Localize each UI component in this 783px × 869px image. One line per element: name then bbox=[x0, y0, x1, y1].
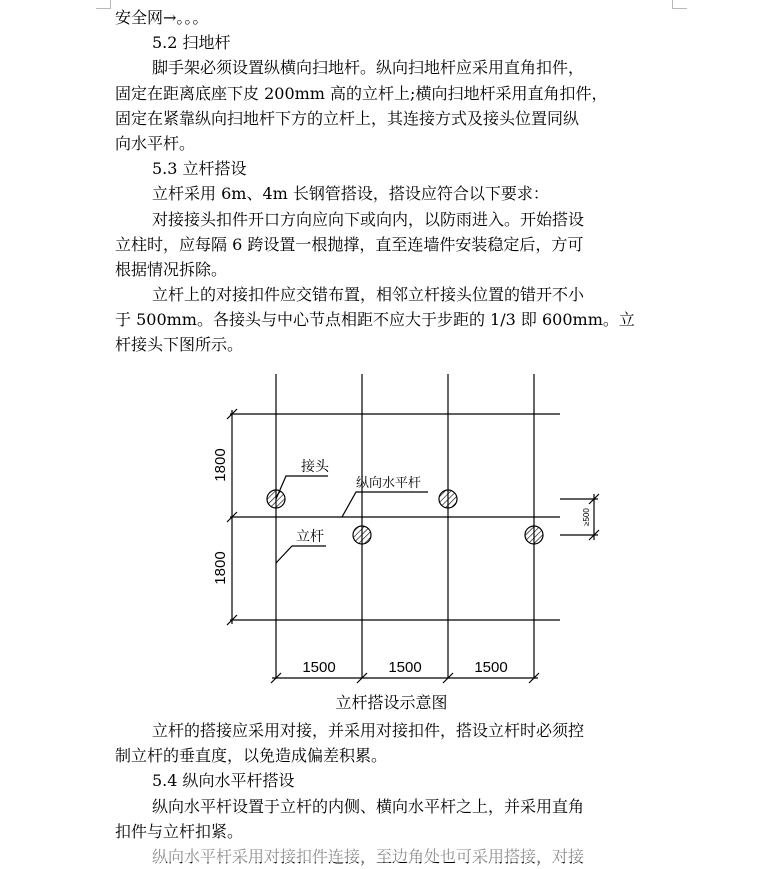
text-line: 向水平杆。 bbox=[115, 133, 196, 153]
leader-upright bbox=[276, 546, 326, 563]
dim-horizontal-3: 1500 bbox=[474, 659, 508, 676]
joint-marker bbox=[353, 526, 371, 544]
joint-marker bbox=[439, 490, 457, 508]
text-line: 立柱时，应每隔 6 跨设置一根抛撑，直至连墙件安装稳定后，方可 bbox=[115, 234, 584, 254]
dim-offset: ≥500 bbox=[582, 508, 591, 526]
upright-layout-diagram bbox=[200, 368, 620, 688]
dim-vertical-bottom: 1800 bbox=[212, 551, 229, 585]
section-heading-5-3: 5.3 立杆搭设 bbox=[152, 159, 247, 179]
label-upright: 立杆 bbox=[296, 528, 324, 544]
dim-vertical-top: 1800 bbox=[212, 448, 229, 482]
joint-marker bbox=[525, 526, 543, 544]
page-corner-mark-right bbox=[672, 0, 687, 9]
text-line: 固定在紧靠纵向扫地杆下方的立杆上，其连接方式及接头位置同纵 bbox=[115, 108, 580, 128]
text-line: 对接接头扣件开口方向应向下或向内，以防雨进入。开始搭设 bbox=[152, 209, 585, 229]
text-line: 安全网→。。。 bbox=[115, 8, 209, 27]
text-line: 脚手架必须设置纵横向扫地杆。纵向扫地杆应采用直角扣件， bbox=[152, 58, 585, 78]
figure-caption: 立杆搭设示意图 bbox=[335, 693, 448, 712]
text-line: 杆接头下图所示。 bbox=[115, 335, 244, 355]
joint-marker bbox=[267, 490, 285, 508]
section-heading-5-4: 5.4 纵向水平杆搭设 bbox=[152, 771, 295, 791]
dim-horizontal-2: 1500 bbox=[388, 659, 422, 676]
text-line: 根据情况拆除。 bbox=[115, 259, 228, 279]
text-line: 立杆采用 6m、4m 长钢管搭设，搭设应符合以下要求： bbox=[152, 184, 549, 204]
text-line: 扣件与立杆扣紧。 bbox=[115, 821, 244, 841]
text-line: 立杆的搭接应采用对接，并采用对接扣件，搭设立杆时必须控 bbox=[152, 721, 585, 740]
text-line: 制立杆的垂直度，以免造成偏差积累。 bbox=[115, 746, 388, 766]
page-corner-mark-left bbox=[96, 0, 111, 9]
document-body-top bbox=[115, 5, 670, 358]
text-line: 固定在距离底座下皮 200mm 高的立杆上;横向扫地杆采用直角扣件， bbox=[115, 83, 608, 103]
leader-longitudinal-bar bbox=[342, 492, 428, 517]
page-bottom-cutoff bbox=[0, 842, 783, 862]
text-line: 于 500mm。各接头与中心节点相距不应大于步距的 1/3 即 600mm。立 bbox=[115, 310, 635, 330]
label-joint: 接头 bbox=[301, 458, 329, 474]
text-line: 纵向水平杆设置于立杆的内侧、横向水平杆之上，并采用直角 bbox=[152, 796, 585, 816]
section-heading-5-2: 5.2 扫地杆 bbox=[152, 33, 231, 53]
dim-horizontal-1: 1500 bbox=[302, 659, 336, 676]
label-longitudinal-bar: 纵向水平杆 bbox=[356, 475, 422, 490]
text-line: 立杆上的对接扣件应交错布置，相邻立杆接头位置的错开不小 bbox=[152, 285, 585, 305]
